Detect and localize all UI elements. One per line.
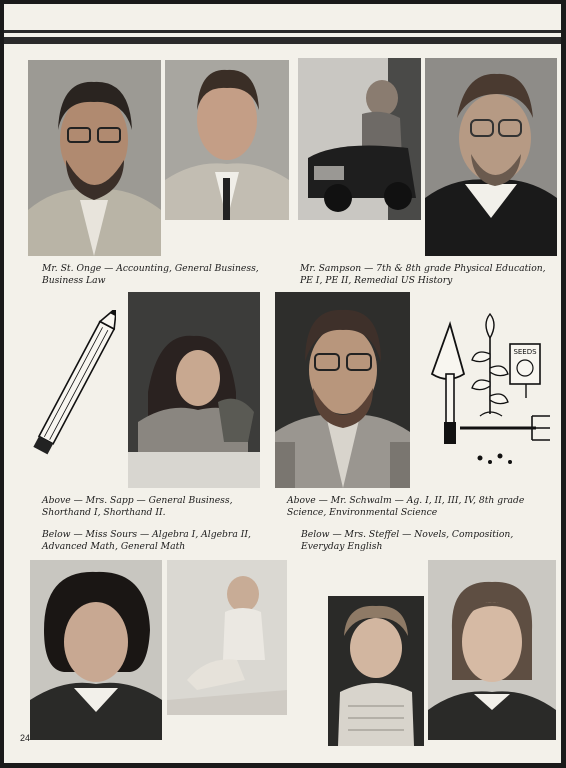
photo-baby-sitting (167, 560, 287, 715)
caption-st-onge: Mr. St. Onge — Accounting, General Business, Business Law (42, 263, 259, 286)
photo-steffel (428, 560, 556, 740)
photo-toddler (328, 596, 424, 746)
seed-packet-label: SEEDS (513, 348, 537, 356)
yearbook-page (4, 4, 561, 763)
photo-bearded-teacher (425, 58, 557, 256)
caption-sours: Below — Miss Sours — Algebra I, Algebra II, Advanced Math, General Math (42, 529, 251, 552)
page-number: 24 (20, 733, 31, 743)
photo-st-onge (28, 60, 161, 256)
photo-schwalm (275, 292, 410, 488)
caption-steffel: Below — Mrs. Steffel — Novels, Composition, Everyday English (301, 529, 514, 552)
caption-sampson: Mr. Sampson — 7th & 8th grade Physical Education, PE I, PE II, Remedial US History (300, 263, 546, 286)
top-rule (4, 30, 561, 33)
caption-schwalm: Above — Mr. Schwalm — Ag. I, II, III, IV, 8th grade Science, Environmental Science (287, 495, 525, 518)
top-rule-thick (4, 37, 561, 44)
photo-child-on-toy-car (298, 58, 421, 220)
caption-sapp: Above — Mrs. Sapp — General Business, Shorthand I, Shorthand II. (42, 495, 233, 518)
pencil-illustration (24, 310, 116, 480)
garden-tools-illustration (420, 304, 552, 472)
photo-sampson (165, 60, 289, 220)
photo-sours (30, 560, 162, 740)
photo-sapp (128, 292, 260, 488)
